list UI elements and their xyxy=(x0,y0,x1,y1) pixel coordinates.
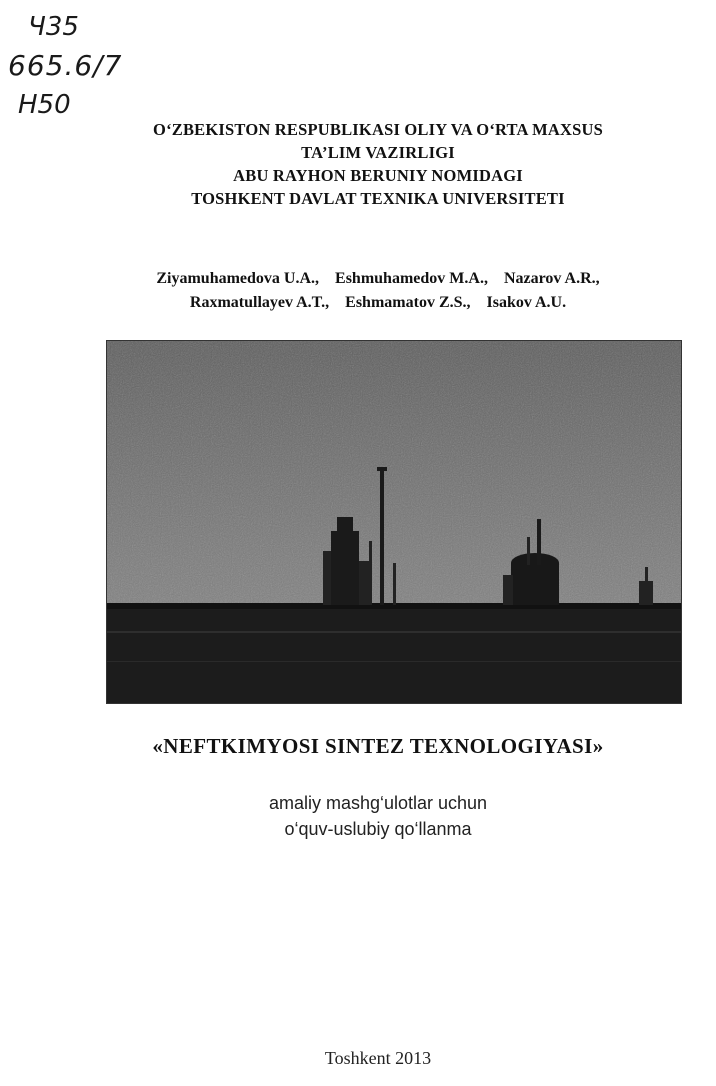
ministry-line-4: TOSHKENT DAVLAT TEXNIKA UNIVERSITETI xyxy=(191,189,565,208)
ministry-line-1: O‘ZBEKISTON RESPUBLIKASI OLIY VA O‘RTA MAXSUS xyxy=(153,120,603,139)
document-title: «NEFTKIMYOSI SINTEZ TEXNOLOGIYASI» xyxy=(152,734,604,758)
author-name: Eshmamatov Z.S., xyxy=(345,294,471,311)
authors-block xyxy=(40,267,716,315)
author-name: Ziyamuhamedova U.A., xyxy=(156,270,320,287)
subtitle-line-2: o‘quv-uslubiy qo‘llanma xyxy=(284,819,472,839)
authors-row-1 xyxy=(40,267,716,291)
author-name: Eshmuhamedov M.A., xyxy=(335,270,488,287)
ministry-line-2: TA’LIM VAZIRLIGI xyxy=(301,143,455,162)
refinery-photo xyxy=(106,340,682,704)
handwritten-index-2: 665.6/7 xyxy=(8,49,123,82)
author-name: Raxmatullayev A.T., xyxy=(189,294,330,311)
handwritten-index-3: Н50 xyxy=(18,90,71,120)
document-subtitle xyxy=(40,790,716,842)
subtitle-line-1: amaliy mashg‘ulotlar uchun xyxy=(268,793,488,813)
handwritten-index-1: Ч35 xyxy=(28,12,79,42)
author-name: Nazarov A.R., xyxy=(503,270,600,287)
authors-row-2 xyxy=(40,291,716,315)
ministry-line-3: ABU RAYHON BERUNIY NOMIDAGI xyxy=(233,166,523,185)
refinery-silhouette-icon xyxy=(107,341,681,703)
ministry-header xyxy=(40,118,716,210)
place-year: Toshkent 2013 xyxy=(324,1048,432,1068)
author-name: Isakov A.U. xyxy=(486,294,567,311)
